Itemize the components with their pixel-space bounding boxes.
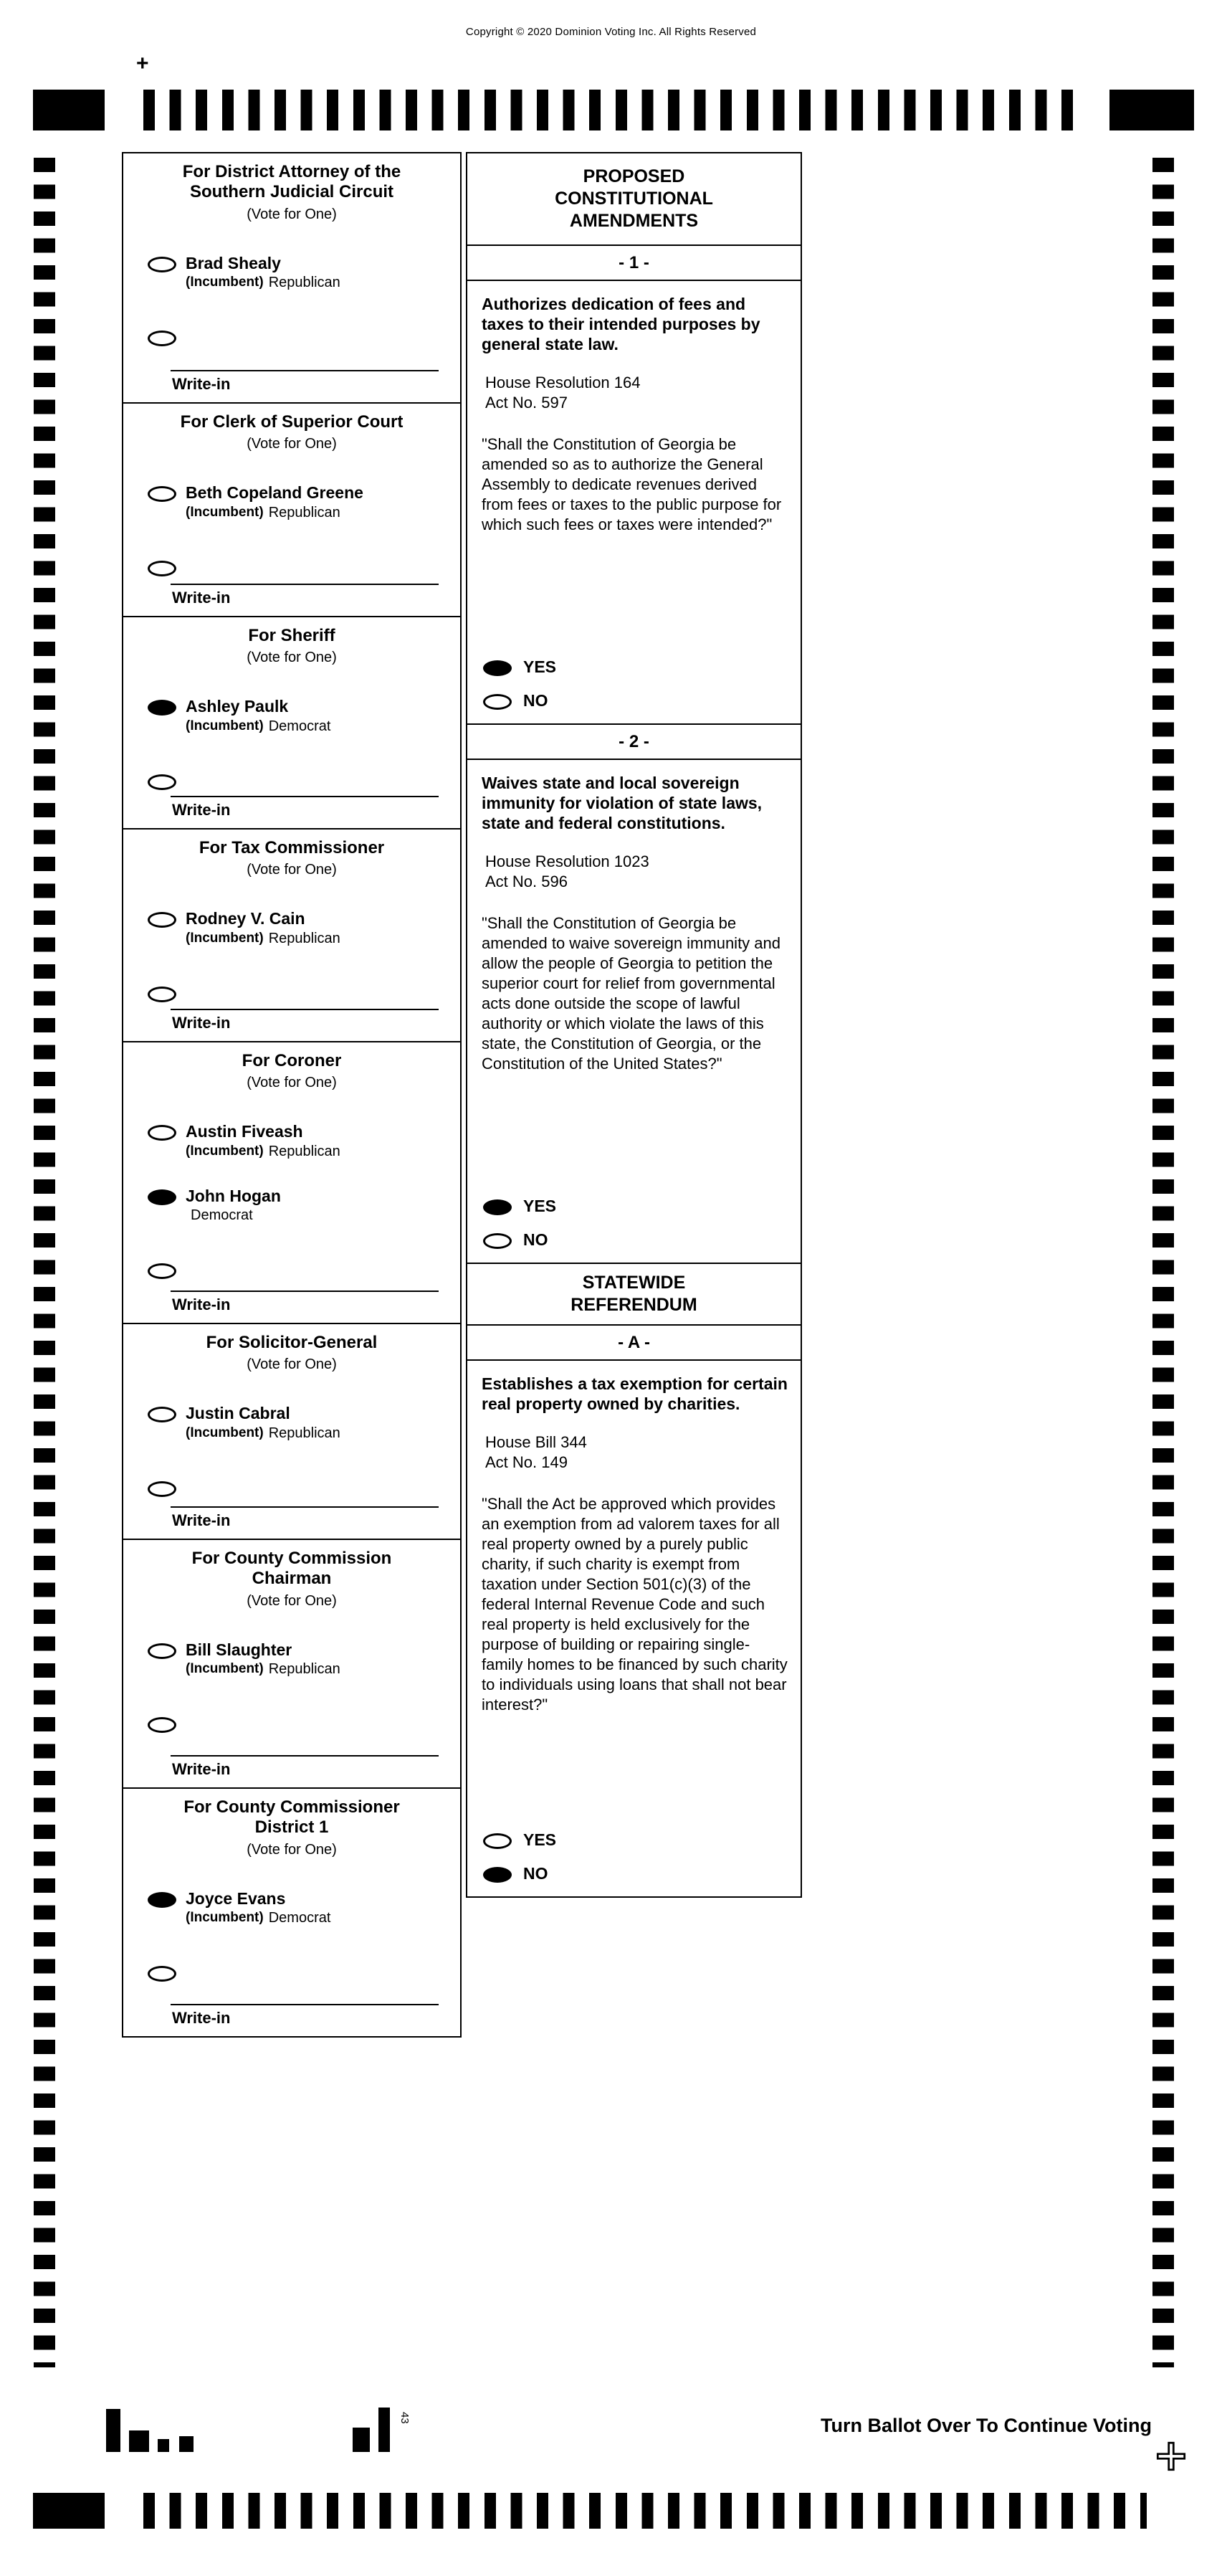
measure-summary: Waives state and local sovereign immunity for violation of state laws, state and federal constitutions. <box>482 774 763 833</box>
incumbent-label: (Incumbent) <box>186 504 264 520</box>
stub-mark <box>378 2408 390 2452</box>
party-line <box>186 718 330 735</box>
write-in-bubble[interactable] <box>148 774 176 790</box>
referendum-header: STATEWIDE REFERENDUM <box>571 1272 697 1315</box>
measure-ref: Act No. 149 <box>485 1453 568 1472</box>
measure-choices <box>467 1816 801 1883</box>
measure-number: - 1 - <box>467 246 801 281</box>
write-in-option <box>135 772 449 790</box>
write-in-label: Write-in <box>172 2009 231 2027</box>
copyright-text: Copyright © 2020 Dominion Voting Inc. All Rights Reserved <box>465 26 757 38</box>
contest-title: For Sheriff <box>248 626 335 645</box>
party-label: Democrat <box>268 1909 331 1926</box>
write-in-label: Write-in <box>172 589 231 607</box>
contest-title: For County Commission Chairman <box>191 1549 392 1589</box>
candidate-option <box>135 1187 449 1224</box>
registration-plus-mark: + <box>136 52 149 75</box>
write-in-line[interactable] <box>171 796 439 797</box>
party-line <box>186 505 363 521</box>
candidate-option <box>135 484 449 521</box>
vote-bubble[interactable] <box>148 1189 176 1205</box>
contest-county-commissioner-district-1 <box>122 1787 462 2038</box>
candidate-option <box>135 698 449 734</box>
write-in-option <box>135 1479 449 1497</box>
measure-question: "Shall the Constitution of Georgia be amended to waive sovereign immunity and allow the people of Georgia to petition the superior court for relief from governmental acts done outside the scope of lawful authority or which violate the laws of this state, the Constitution of Georgia, or the Constitution of the United States?" <box>482 914 781 1073</box>
incumbent-label: (Incumbent) <box>186 274 264 290</box>
contest-county-commission-chairman <box>122 1539 462 1789</box>
write-in-option <box>135 1964 449 1982</box>
measure-question: "Shall the Act be approved which provides an exemption from ad valorem taxes for all real property owned by a purely public charity, if such charity is exempt from taxation under Section 501(c)(3) of the federal Internal Revenue Code and such real property is held exclusively for the purpose of building or repairing single-family homes to be financed by such charity to individuals using loans that shall not bear interest?" <box>482 1495 788 1714</box>
measure-summary: Authorizes dedication of fees and taxes to their intended purposes by general state law. <box>482 295 760 354</box>
candidate-name: Austin Fiveash <box>186 1122 303 1141</box>
incumbent-label: (Incumbent) <box>186 1909 264 1925</box>
amendments-header-box <box>466 152 802 246</box>
vote-for-instruction: (Vote for One) <box>247 206 337 222</box>
vote-bubble[interactable] <box>148 1407 176 1422</box>
write-in-bubble[interactable] <box>148 331 176 346</box>
measure-references <box>467 833 801 892</box>
no-option <box>483 691 801 710</box>
amendment-2 <box>466 723 802 1264</box>
timing-block-top-right <box>1109 90 1194 130</box>
candidate-name: Rodney V. Cain <box>186 909 305 928</box>
measure-ref: Act No. 596 <box>485 873 568 891</box>
candidate-option <box>135 1123 449 1159</box>
write-in-bubble[interactable] <box>148 1966 176 1982</box>
candidate-option <box>135 1890 449 1926</box>
contest-tax-commissioner <box>122 828 462 1042</box>
registration-crosshair-icon <box>1155 2440 1187 2472</box>
referendum-a <box>466 1324 802 1898</box>
write-in-option <box>135 1715 449 1733</box>
referendum-header-box <box>466 1263 802 1326</box>
measure-ref: House Bill 344 <box>485 1433 587 1452</box>
no-option <box>483 1230 801 1250</box>
yes-option <box>483 1197 801 1216</box>
vote-bubble[interactable] <box>148 912 176 928</box>
write-in-label: Write-in <box>172 1296 231 1313</box>
write-in-line[interactable] <box>171 1755 439 1757</box>
stub-number: 43 <box>398 2412 411 2424</box>
contest-title: For Coroner <box>242 1051 342 1070</box>
measure-ref: House Resolution 164 <box>485 374 641 392</box>
party-label: Republican <box>268 1660 340 1677</box>
timing-marks-bottom <box>143 2493 1147 2529</box>
contest-title: For Solicitor-General <box>206 1333 378 1352</box>
party-line <box>186 1661 340 1678</box>
stub-mark <box>353 2428 370 2452</box>
write-in-option <box>135 559 449 576</box>
vote-for-instruction: (Vote for One) <box>247 1592 337 1609</box>
candidate-name: Justin Cabral <box>186 1404 290 1423</box>
incumbent-label: (Incumbent) <box>186 1425 264 1440</box>
party-line <box>186 1207 281 1224</box>
vote-for-instruction: (Vote for One) <box>247 862 337 878</box>
no-bubble[interactable] <box>483 1867 512 1883</box>
measure-ref: Act No. 597 <box>485 394 568 412</box>
contest-clerk-superior-court <box>122 402 462 617</box>
candidate-name: Beth Copeland Greene <box>186 483 363 503</box>
write-in-bubble[interactable] <box>148 561 176 576</box>
no-option <box>483 1864 801 1883</box>
no-bubble[interactable] <box>483 1233 512 1249</box>
write-in-label: Write-in <box>172 1014 231 1032</box>
write-in-line[interactable] <box>171 1291 439 1292</box>
candidate-option <box>135 910 449 946</box>
write-in-bubble[interactable] <box>148 1481 176 1497</box>
candidate-name: Bill Slaughter <box>186 1640 292 1659</box>
measure-references <box>467 354 801 413</box>
timing-marks-top <box>143 90 1082 130</box>
no-bubble[interactable] <box>483 694 512 710</box>
party-label: Republican <box>268 274 340 290</box>
write-in-bubble[interactable] <box>148 987 176 1002</box>
turn-ballot-over-text: Turn Ballot Over To Continue Voting <box>821 2415 1152 2436</box>
yes-bubble[interactable] <box>483 1833 512 1849</box>
vote-bubble[interactable] <box>148 1125 176 1141</box>
yes-label: YES <box>523 1830 557 1849</box>
measure-summary: Establishes a tax exemption for certain real property owned by charities. <box>482 1374 788 1414</box>
vote-bubble[interactable] <box>148 1643 176 1659</box>
party-label: Republican <box>268 930 340 946</box>
candidate-name: John Hogan <box>186 1186 281 1205</box>
yes-bubble[interactable] <box>483 660 512 676</box>
measure-question: "Shall the Constitution of Georgia be amended so as to authorize the General Assembly to dedicate revenues derived from fees or taxes to the public purpose for which such fees or taxes were intended?" <box>482 435 782 534</box>
measure-number: - 2 - <box>467 725 801 760</box>
party-label: Republican <box>268 1143 340 1159</box>
incumbent-label: (Incumbent) <box>186 930 264 946</box>
vote-for-instruction: (Vote for One) <box>247 650 337 666</box>
party-line <box>186 275 340 291</box>
party-label: Republican <box>268 504 340 521</box>
write-in-bubble[interactable] <box>148 1717 176 1733</box>
measure-choices <box>467 1182 801 1250</box>
contest-coroner <box>122 1041 462 1324</box>
contest-solicitor-general <box>122 1323 462 1540</box>
contest-title: For Clerk of Superior Court <box>180 412 404 432</box>
timing-marks-right <box>1152 158 1174 2367</box>
stub-mark <box>158 2439 169 2452</box>
incumbent-label: (Incumbent) <box>186 1143 264 1159</box>
candidate-option <box>135 1641 449 1678</box>
contest-title: For Tax Commissioner <box>199 838 385 857</box>
vote-for-instruction: (Vote for One) <box>247 1356 337 1373</box>
stub-mark <box>106 2409 120 2452</box>
stub-mark <box>179 2436 194 2452</box>
write-in-bubble[interactable] <box>148 1263 176 1279</box>
contest-sheriff <box>122 616 462 830</box>
party-line <box>186 1144 340 1160</box>
amendments-header: PROPOSED CONSTITUTIONAL AMENDMENTS <box>555 166 713 232</box>
party-line <box>186 931 340 947</box>
write-in-line[interactable] <box>171 1009 439 1010</box>
contest-title: For District Attorney of the Southern Judicial Circuit <box>182 162 401 202</box>
timing-block-bottom-left <box>33 2493 105 2529</box>
candidate-option <box>135 255 449 291</box>
no-label: NO <box>523 691 548 710</box>
incumbent-label: (Incumbent) <box>186 1660 264 1676</box>
contest-title: For County Commissioner District 1 <box>183 1797 400 1838</box>
incumbent-label: (Incumbent) <box>186 718 264 733</box>
party-line <box>186 1910 330 1926</box>
write-in-option <box>135 984 449 1002</box>
candidate-option <box>135 1405 449 1441</box>
write-in-label: Write-in <box>172 375 231 393</box>
write-in-line[interactable] <box>171 370 439 371</box>
write-in-option <box>135 1261 449 1279</box>
write-in-line[interactable] <box>171 584 439 585</box>
yes-label: YES <box>523 1197 557 1215</box>
timing-marks-left <box>34 158 55 2367</box>
measure-choices <box>467 643 801 710</box>
write-in-line[interactable] <box>171 2004 439 2005</box>
vote-for-instruction: (Vote for One) <box>247 1075 337 1091</box>
party-label: Republican <box>268 1425 340 1441</box>
vote-bubble[interactable] <box>148 1892 176 1908</box>
stub-mark <box>129 2430 149 2452</box>
candidate-name: Joyce Evans <box>186 1888 286 1908</box>
measure-ref: House Resolution 1023 <box>485 852 649 871</box>
vote-bubble[interactable] <box>148 486 176 502</box>
measure-number: - A - <box>467 1326 801 1361</box>
vote-for-instruction: (Vote for One) <box>247 436 337 452</box>
amendment-1 <box>466 244 802 725</box>
no-label: NO <box>523 1864 548 1883</box>
measure-references <box>467 1414 801 1473</box>
write-in-label: Write-in <box>172 801 231 819</box>
write-in-label: Write-in <box>172 1760 231 1778</box>
vote-bubble[interactable] <box>148 700 176 716</box>
timing-block-top-left <box>33 90 105 130</box>
party-line <box>186 1425 340 1442</box>
candidate-name: Ashley Paulk <box>186 697 289 716</box>
vote-for-instruction: (Vote for One) <box>247 1841 337 1858</box>
yes-option <box>483 657 801 677</box>
candidate-name: Brad Shealy <box>186 253 281 272</box>
yes-bubble[interactable] <box>483 1199 512 1215</box>
contest-district-attorney <box>122 152 462 404</box>
yes-option <box>483 1830 801 1850</box>
vote-bubble[interactable] <box>148 257 176 272</box>
write-in-label: Write-in <box>172 1511 231 1529</box>
write-in-line[interactable] <box>171 1506 439 1508</box>
no-label: NO <box>523 1230 548 1249</box>
yes-label: YES <box>523 657 557 676</box>
party-label: Democrat <box>191 1207 253 1223</box>
party-label: Democrat <box>268 718 331 734</box>
write-in-option <box>135 328 449 346</box>
